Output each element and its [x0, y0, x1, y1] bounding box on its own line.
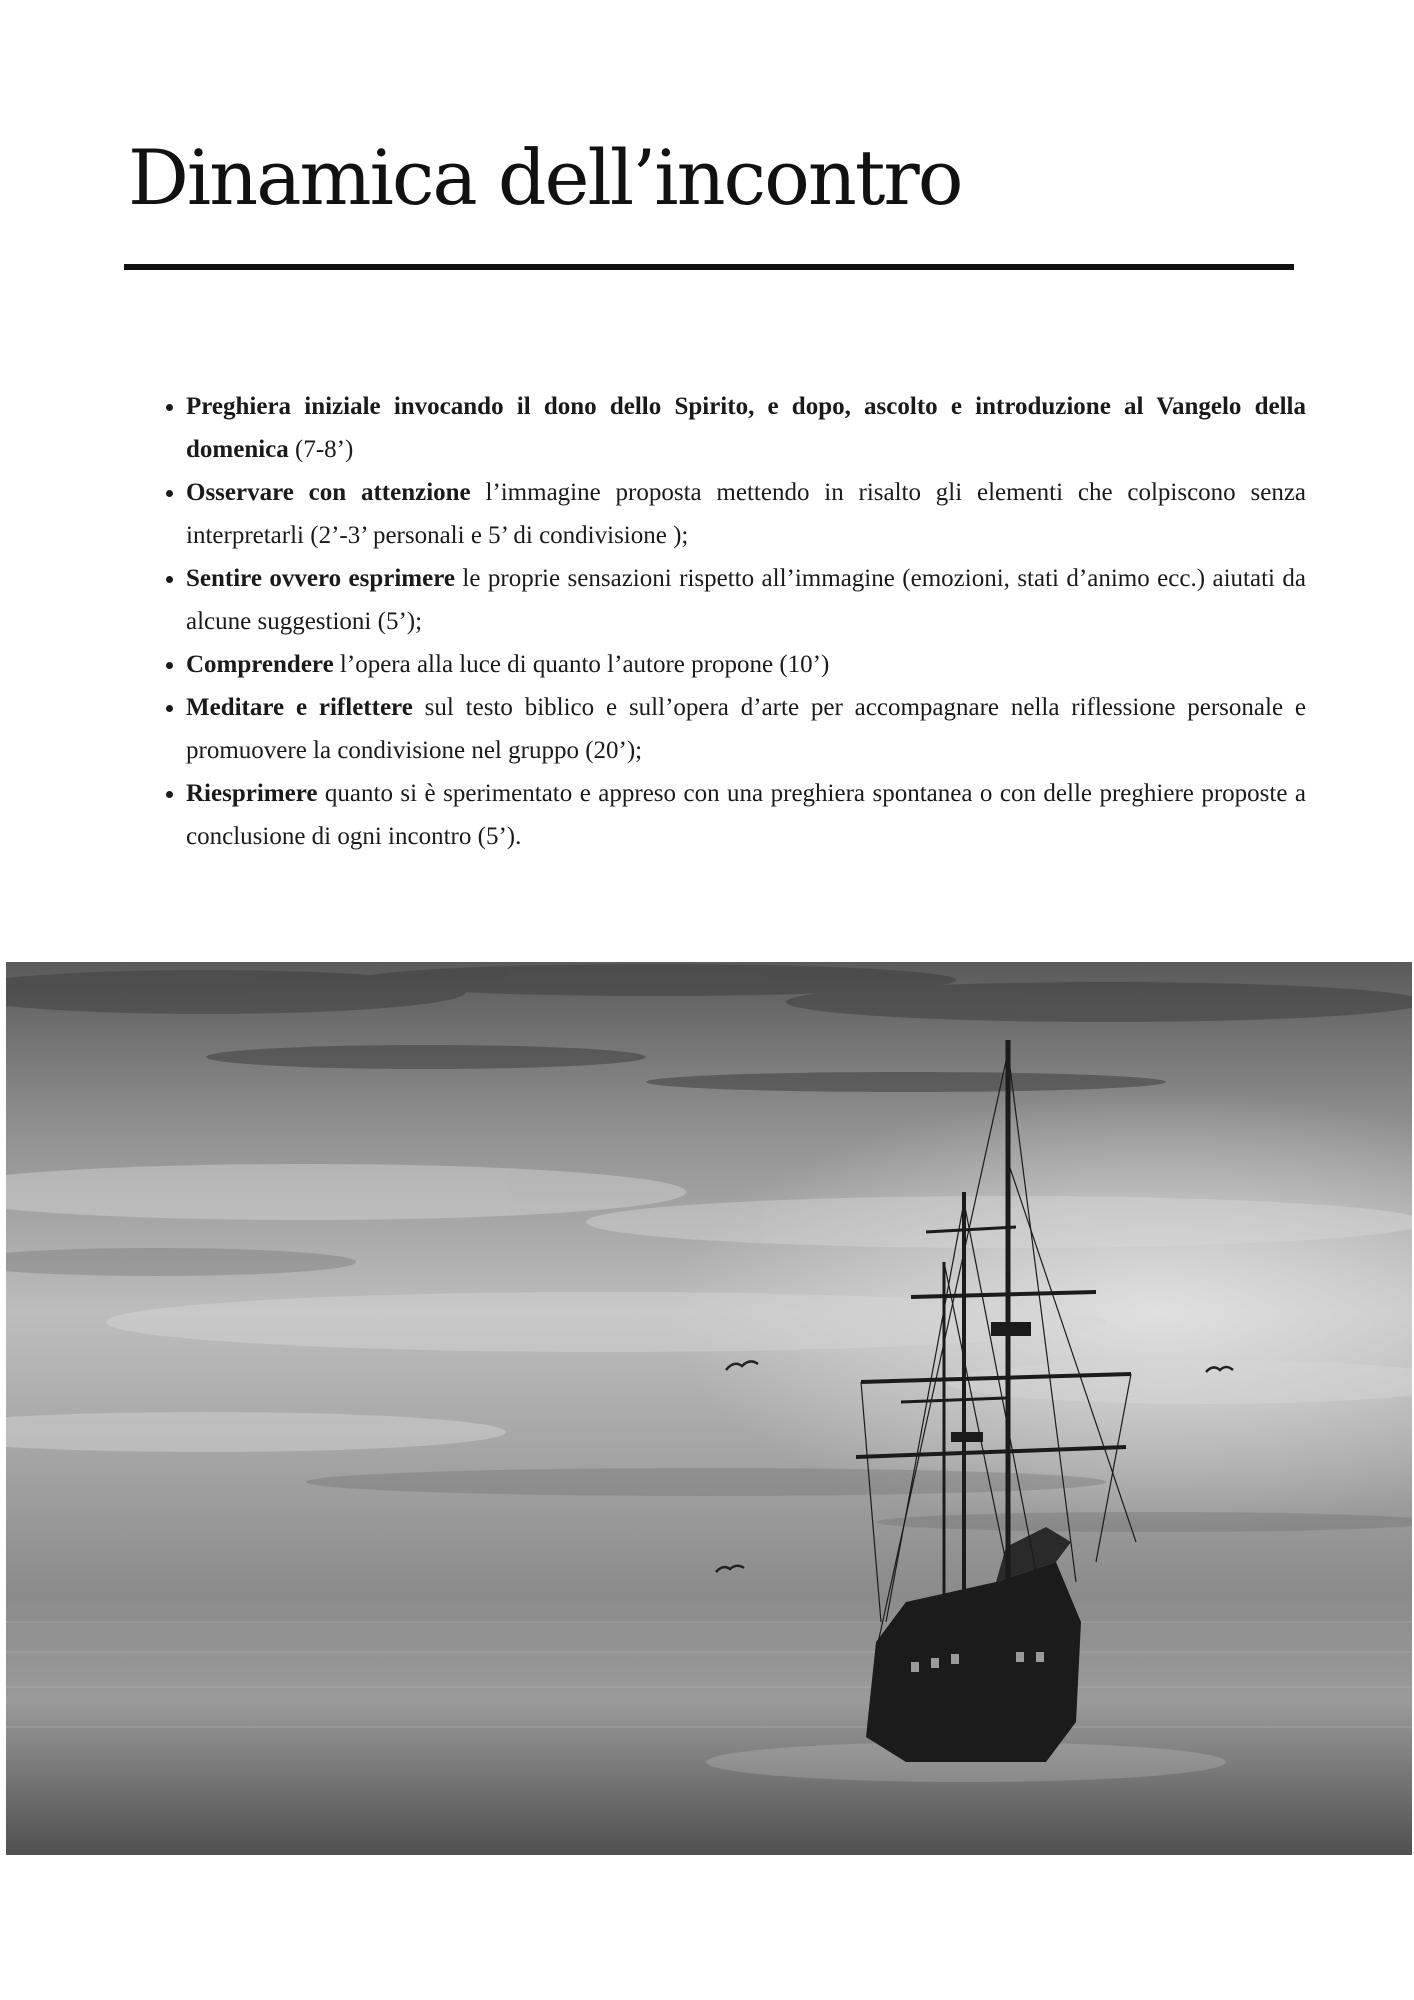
list-item	[186, 686, 1306, 772]
step-text: quanto si è sperimentato e appreso con una preghiera spontanea o con delle preghiere proposte a conclusione di ogni incontro (5’).	[186, 780, 1306, 850]
step-text: l’immagine proposta mettendo in risalto gli elementi che colpiscono senza interpretarli (2’-3’ personali e 5’ di condivisione );	[186, 479, 1307, 549]
step-text: (7-8’)	[288, 436, 354, 463]
step-heading: Sentire ovvero esprimere	[186, 565, 455, 592]
list-item	[186, 557, 1306, 643]
list-item	[186, 772, 1306, 858]
list-item	[186, 471, 1306, 557]
step-heading: Comprendere	[186, 651, 334, 678]
list-item	[186, 385, 1306, 471]
steps-list	[150, 385, 1306, 858]
step-heading: Preghiera iniziale invocando il dono dello Spirito, e dopo, ascolto e introduzione al Vangelo della domenica	[186, 393, 1306, 463]
step-heading: Osservare con attenzione	[186, 479, 471, 506]
sailing-ship-photo	[6, 962, 1412, 1855]
step-heading: Riesprimere	[186, 780, 318, 807]
list-item	[186, 643, 1306, 686]
page-title: Dinamica dell’incontro	[128, 133, 962, 222]
step-text: l’opera alla luce di quanto l’autore propone (10’)	[333, 651, 830, 678]
step-text: sul testo biblico e sull’opera d’arte per accompagnare nella riflessione personale e promuovere la condivisione nel gruppo (20’);	[186, 694, 1306, 764]
title-divider	[124, 264, 1294, 270]
step-heading: Meditare e riflettere	[186, 694, 413, 721]
step-text: le proprie sensazioni rispetto all’immagine (emozioni, stati d’animo ecc.) aiutati da alcune suggestioni (5’);	[186, 565, 1307, 635]
